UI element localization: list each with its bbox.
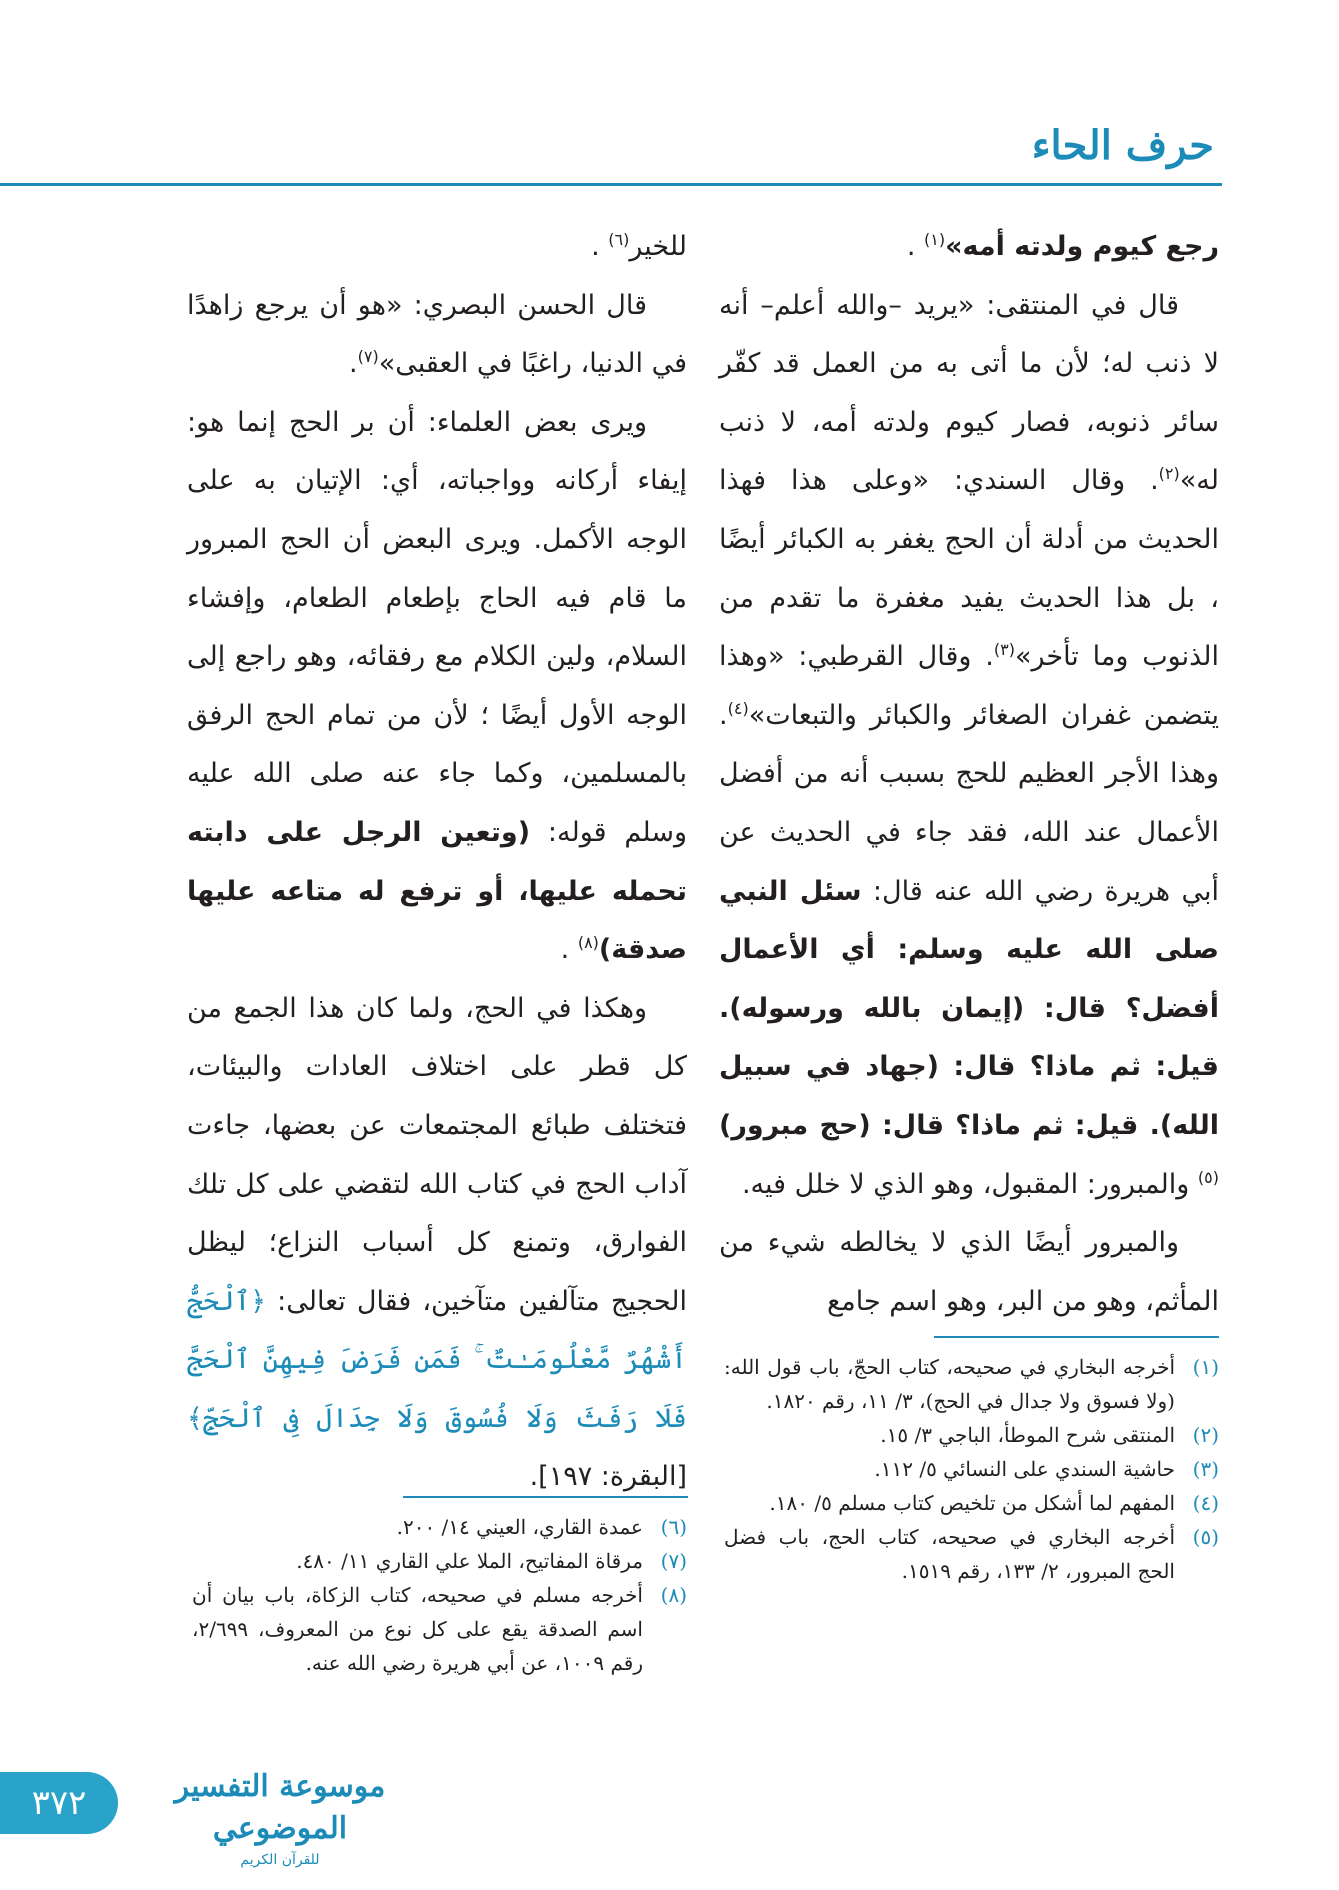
footnote (724, 1418, 1219, 1452)
paragraph-text: والمبرور: المقبول، وهو الذي لا خلل فيه. (741, 1168, 1198, 1200)
footnotes-right (724, 1350, 1219, 1588)
logo-subtitle: للقرآن الكريم (240, 1852, 320, 1868)
footnote-ref[interactable]: (٦) (608, 230, 630, 249)
paragraph-text: . (906, 231, 924, 262)
footnote-text: عمدة القاري، العيني ١٤/ ٢٠٠. (396, 1515, 643, 1539)
paragraph-text: قال الحسن البصري: «هو أن يرجع زاهدًا في الدنيا، راغبًا في العقبى» (187, 289, 687, 380)
encyclopedia-logo (145, 1766, 415, 1868)
paragraph-text: رجع كيوم ولدته أمه» (945, 231, 1219, 262)
footnote-number: (٢) (1192, 1423, 1219, 1447)
paragraph: والمبرور أيضًا الذي لا يخالطه شيء من المأثم، وهو من البر، وهو اسم جامع (719, 1227, 1219, 1317)
footnote-number: (١) (1192, 1355, 1219, 1379)
quran-verse: ﴿ٱلْحَجُّ أَشْهُرٌ مَّعْلُومَـٰتٌ ۚ فَمَن فَرَضَ فِيهِنَّ ٱلْحَجَّ فَلَا رَفَثَ وَلَا فُسُوقَ وَلَا جِدَالَ فِى ٱلْحَجِّ﴾ (187, 1285, 687, 1434)
paragraph (719, 277, 1219, 1215)
footnote (192, 1578, 687, 1680)
paragraph-text: وهكذا في الحج، ولما كان هذا الجمع من كل قطر على اختلاف العادات والبيئات، فتختلف طبائع المجتمعات عن بعضها، جاءت آداب الحج في كتاب الله لتقضي على كل تلك الفوارق، وتمنع كل أسباب النزاع؛ ليظل الحجيج متآلفين متآخين، فقال تعالى: (187, 992, 687, 1317)
paragraph-text: للخير (629, 231, 687, 262)
paragraph-text: . (349, 348, 358, 380)
footnote-number: (٦) (660, 1515, 687, 1539)
logo-title: موسوعة التفسير الموضوعي (174, 1769, 386, 1846)
paragraph-text: . وقال القرطبي: «وهذا يتضمن غفران الصغائر والكبائر والتبعات» (719, 641, 1219, 731)
footnote-ref[interactable]: (٥) (1197, 1167, 1219, 1187)
paragraph-text: . وقال السندي: «وعلى هذا فهذا الحديث من أدلة أن الحج يغفر به الكبائر أيضًا ، بل هذا الحديث يفيد مغفرة ما تقدم من الذنوب وما تأخر» (719, 465, 1219, 673)
footnote (724, 1486, 1219, 1520)
footnote (724, 1520, 1219, 1588)
footnote-text: أخرجه البخاري في صحيحه، كتاب الحجّ، باب قول الله: (ولا فسوق ولا جدال في الحج)، ٣/ ١١، رقم ١٨٢٠. (724, 1355, 1175, 1413)
footnote-ref[interactable]: (٣) (993, 640, 1015, 660)
paragraph (187, 277, 687, 394)
paragraph-text: . (560, 934, 578, 966)
footnote-ref[interactable]: (٧) (357, 347, 379, 367)
footnote (724, 1350, 1219, 1418)
footnote-text: حاشية السندي على النسائي ٥/ ١١٢. (874, 1457, 1175, 1481)
paragraph (187, 218, 687, 277)
left-column (187, 218, 687, 1507)
paragraph-text: قال في المنتقى: «يريد –والله أعلم– أنه لا ذنب له؛ لأن ما أتى به من العمل قد كفّر سائر ذنوبه، فصار كيوم ولدته أمه، لا ذنب له» (719, 289, 1219, 497)
footnote-text: المنتقى شرح الموطأ، الباجي ٣/ ١٥. (880, 1423, 1175, 1447)
footnote-ref[interactable]: (٨) (577, 933, 599, 953)
paragraph-text: . (591, 231, 609, 262)
paragraph (187, 394, 687, 980)
footnote-ref[interactable]: (٢) (1158, 464, 1180, 484)
header-divider (0, 183, 1222, 186)
footnote-number: (٤) (1192, 1491, 1219, 1515)
footnote (192, 1510, 687, 1544)
footnote-divider (934, 1336, 1219, 1338)
verse-reference: [البقرة: ١٩٧]. (529, 1461, 687, 1493)
footnote-number: (٧) (660, 1549, 687, 1573)
hadith-text: سئل النبي صلى الله عليه وسلم: أي الأعمال أفضل؟ قال: (إيمان بالله ورسوله). قيل: ثم ماذا؟ قال: (جهاد في سبيل الله). قيل: ثم ماذا؟ قال: (حج مبرور) (719, 875, 1219, 1141)
page-header-title: حرف الحاء (1031, 122, 1214, 169)
paragraph-text: ويرى بعض العلماء: أن بر الحج إنما هو: إيفاء أركانه وواجباته، أي: الإتيان به على الوجه الأكمل. ويرى البعض أن الحج المبرور ما قام فيه الحاج بإطعام الطعام، وإفشاء السلام، ولين الكلام مع رفقائه، وهو راجع إلى الوجه الأول أيضًا ؛ لأن من تمام الحج الرفق بالمسلمين، وكما جاء عنه صلى الله عليه وسلم قوله: (187, 406, 687, 848)
footnote-text: أخرجه البخاري في صحيحه، كتاب الحج، باب فضل الحج المبرور، ٢/ ١٣٣، رقم ١٥١٩. (724, 1525, 1175, 1583)
footnote-text: المفهم لما أشكل من تلخيص كتاب مسلم ٥/ ١٨٠. (769, 1491, 1175, 1515)
right-column (719, 218, 1219, 1331)
footnote-text: أخرجه مسلم في صحيحه، كتاب الزكاة، باب بيان أن اسم الصدقة يقع على كل نوع من المعروف، ٢/٦٩٩، رقم ١٠٠٩، عن أبي هريرة رضي الله عنه. (192, 1583, 643, 1675)
paragraph-text: . وهذا الأجر العظيم للحج بسبب أنه من أفضل الأعمال عند الله، فقد جاء في الحديث عن أبي هريرة رضي الله عنه قال: (719, 699, 1219, 907)
footnote-number: (٣) (1192, 1457, 1219, 1481)
footnote (192, 1544, 687, 1578)
paragraph (719, 218, 1219, 277)
paragraph (187, 980, 687, 1507)
footnote-number: (٥) (1192, 1525, 1219, 1549)
footnote-text: مرقاة المفاتيح، الملا علي القاري ١١/ ٤٨٠. (296, 1549, 643, 1573)
footnotes-left (192, 1510, 687, 1680)
page-number-badge: ٣٧٢ (0, 1772, 118, 1834)
footnote-ref[interactable]: (٤) (727, 698, 749, 718)
footnote-number: (٨) (660, 1583, 687, 1607)
footnote-divider (403, 1496, 688, 1498)
footnote (724, 1452, 1219, 1486)
footnote-ref[interactable]: (١) (924, 230, 946, 249)
hadith-text: (وتعين الرجل على دابته تحمله عليها، أو ترفع له متاعه عليها صدقة) (187, 816, 687, 966)
